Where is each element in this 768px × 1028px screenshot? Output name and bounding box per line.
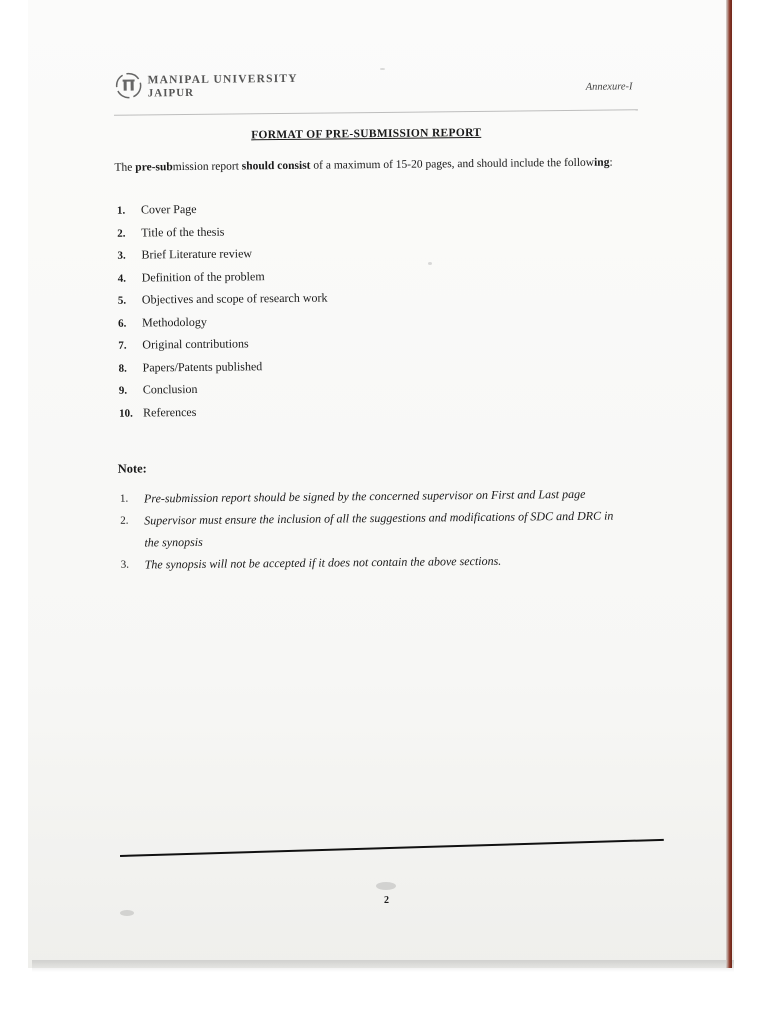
list-item-text: Papers/Patents published xyxy=(142,358,263,374)
paper-speck xyxy=(428,262,432,265)
page-number: 2 xyxy=(384,895,389,906)
list-item xyxy=(117,246,327,271)
list-item-number: 3. xyxy=(117,249,126,262)
list-item xyxy=(119,381,329,406)
notes-list xyxy=(120,482,625,575)
note-item-number: 2. xyxy=(120,514,129,527)
list-item xyxy=(119,403,329,428)
list-item xyxy=(118,313,328,338)
list-item-text: Methodology xyxy=(142,314,207,329)
intro-text: of a maximum of 15-20 pages, and should include the follow xyxy=(310,156,595,172)
list-item-number: 9. xyxy=(118,384,128,397)
list-item-text: Objectives and scope of research work xyxy=(141,290,328,307)
header-divider xyxy=(114,109,638,115)
note-item-text: Supervisor must ensure the inclusion of all the suggestions and modifications of SDC and DRC in the synopsis xyxy=(144,508,614,550)
university-emblem-icon xyxy=(113,70,143,100)
list-item-text: Title of the thesis xyxy=(141,224,225,239)
list-item-text: Cover Page xyxy=(140,201,197,217)
list-item xyxy=(117,223,327,248)
paper-speck xyxy=(376,882,396,890)
list-item xyxy=(118,291,328,316)
note-item xyxy=(120,504,624,553)
annexure-label: Annexure-I xyxy=(585,81,633,93)
intro-paragraph xyxy=(114,155,634,175)
intro-bold-text: should consist xyxy=(241,159,311,173)
list-item-number: 8. xyxy=(118,362,127,375)
list-item-text: Original contributions xyxy=(142,336,249,352)
list-item-number: 4. xyxy=(117,272,126,285)
university-logo xyxy=(113,65,313,107)
list-item xyxy=(118,268,328,293)
note-item-text: Pre-submission report should be signed by the concerned supervisor on First and Last page xyxy=(143,486,586,506)
list-item xyxy=(117,201,327,226)
paper-speck xyxy=(120,910,134,916)
list-item-text: Brief Literature review xyxy=(141,246,253,262)
list-item-number: 5. xyxy=(117,294,127,307)
paper-speck xyxy=(380,68,385,70)
list-item-text: Definition of the problem xyxy=(141,268,265,284)
list-item-text: References xyxy=(142,404,197,419)
list-item-number: 2. xyxy=(117,227,126,240)
list-item xyxy=(119,358,329,383)
note-item-number: 3. xyxy=(120,558,129,571)
intro-bold-text: ing xyxy=(594,156,610,169)
report-sections-list xyxy=(117,201,329,428)
list-item-number: 1. xyxy=(116,204,126,217)
intro-text: The xyxy=(114,161,136,174)
intro-text: : xyxy=(609,156,613,169)
list-item-number: 6. xyxy=(118,317,127,330)
intro-bold-text: pre-sub xyxy=(135,161,173,174)
list-item xyxy=(118,336,328,361)
note-item-text: The synopsis will not be accepted if it does not contain the above sections. xyxy=(144,553,502,572)
list-item-text: Conclusion xyxy=(142,381,198,397)
note-heading: Note: xyxy=(117,461,147,476)
intro-text: mission report xyxy=(172,160,242,174)
page-title: FORMAT OF PRE-SUBMISSION REPORT xyxy=(251,126,482,142)
note-item-number: 1. xyxy=(119,492,129,505)
list-item-number: 7. xyxy=(118,339,127,352)
university-name: MANIPAL UNIVERSITY xyxy=(147,72,298,87)
note-item xyxy=(121,548,625,575)
list-item-number: 10. xyxy=(119,407,133,420)
university-city: JAIPUR xyxy=(147,86,195,100)
